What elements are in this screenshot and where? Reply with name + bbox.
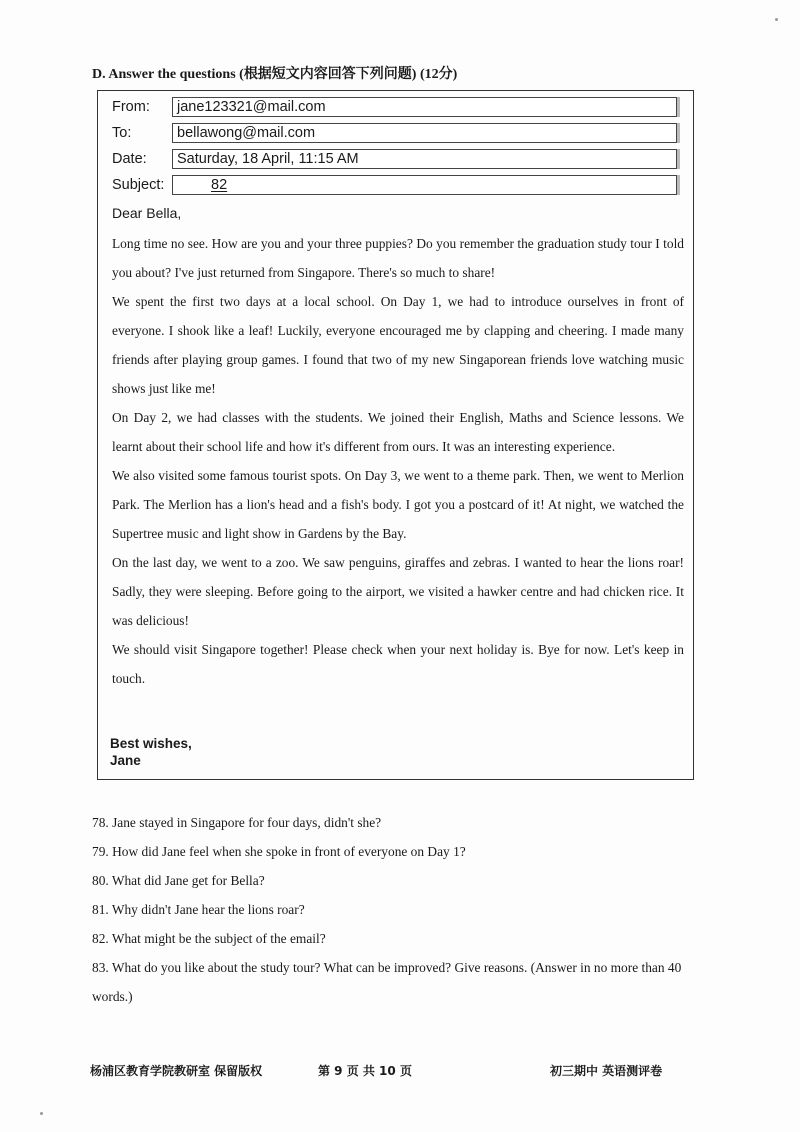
from-label: From: [112,99,150,115]
footer-center: 第 9 页 共 10 页 [318,1064,412,1078]
email-paragraph: On the last day, we went to a zoo. We saw penguins, giraffes and zebras. I wanted to hear the lions roar! Sadly, they were sleeping. Before going to the airport, we visited a hawker centre and had chicken rice. It was delicious! [112,555,684,628]
email-closing: Best wishes, [110,736,192,751]
subject-label: Subject: [112,177,165,193]
question-item: 79. How did Jane feel when she spoke in front of everyone on Day 1? [92,844,466,859]
email-body [112,229,684,693]
date-label: Date: [112,151,147,167]
question-item: 83. What do you like about the study tour? What can be improved? Give reasons. (Answer in no more than 40 words.) [92,960,682,1004]
email-paragraph: On Day 2, we had classes with the students. We joined their English, Maths and Science lessons. We learnt about their school life and how it's different from ours. It was an interesting experience. [112,410,684,454]
from-row [98,96,693,120]
footer-left: 杨浦区教育学院教研室 保留版权 [90,1064,263,1078]
email-paragraph: We spent the first two days at a local school. On Day 1, we had to introduce ourselves in front of everyone. I shook like a leaf! Luckily, everyone encouraged me by clapping and cheering. I made many friends after playing group games. I found that two of my new Singaporean friends love watching music shows just like me! [112,294,684,396]
footer-right: 初三期中 英语测评卷 [550,1064,663,1078]
email-paragraph: We should visit Singapore together! Please check when your next holiday is. Bye for now. Let's keep in touch. [112,642,684,686]
to-row [98,122,693,146]
scan-speck [775,18,778,21]
question-item: 78. Jane stayed in Singapore for four days, didn't she? [92,815,382,830]
to-label: To: [112,125,132,141]
email-greeting: Dear Bella, [112,205,182,221]
date-field: Saturday, 18 April, 11:15 AM [172,149,677,169]
to-field: bellawong@mail.com [172,123,677,143]
from-field: jane123321@mail.com [172,97,677,117]
email-paragraph: Long time no see. How are you and your three puppies? Do you remember the graduation study tour I told you about? I've just returned from Singapore. There's so much to share! [112,236,684,280]
question-item: 80. What did Jane get for Bella? [92,873,265,888]
email-box [97,90,694,780]
email-signoff [110,735,192,769]
section-title: D. Answer the questions (根据短文内容回答下列问题) (12分) [92,67,458,82]
question-item: 82. What might be the subject of the email? [92,931,326,946]
email-signature: Jane [110,753,141,768]
subject-field: 82 [172,175,677,195]
question-item: 81. Why didn't Jane hear the lions roar? [92,902,305,917]
question-list [92,808,692,1011]
email-paragraph: We also visited some famous tourist spots. On Day 3, we went to a theme park. Then, we went to Merlion Park. The Merlion has a lion's head and a fish's body. I got you a postcard of it! At night, we watched the Supertree music and light show in Gardens by the Bay. [112,468,684,541]
date-row [98,148,693,172]
subject-row [98,174,693,198]
scan-speck [40,1112,43,1115]
